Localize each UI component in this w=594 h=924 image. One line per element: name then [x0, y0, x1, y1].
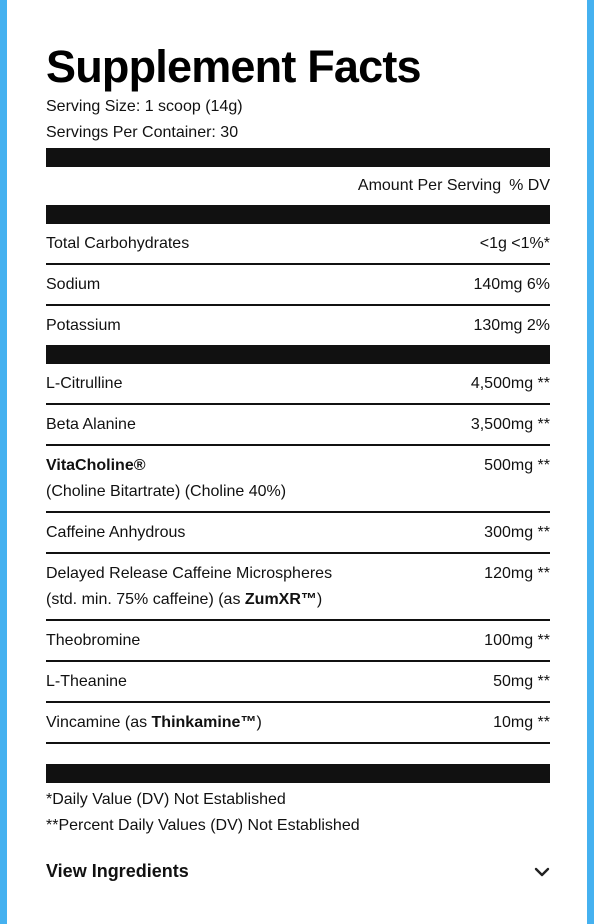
ingredient-name	[46, 453, 286, 505]
ingredient-value: 10mg **	[493, 714, 550, 731]
divider-bar	[46, 205, 550, 224]
ingredient-value: 300mg **	[484, 524, 550, 541]
footnotes	[46, 787, 550, 839]
ingredient-value: 3,500mg **	[470, 416, 550, 433]
dv-label: % DV	[509, 177, 550, 194]
ingredient-row	[46, 621, 550, 662]
ingredient-detail: (Choline Bitartrate) (Choline 40%)	[46, 483, 287, 500]
divider-bar	[46, 148, 550, 167]
ingredient-row	[46, 513, 550, 554]
serving-size: Serving Size: 1 scoop (14g)	[46, 98, 243, 115]
nutrient-row	[46, 224, 550, 265]
ingredient-row	[46, 662, 550, 703]
ingredient-detail-prefix: (std. min. 75% caffeine) (as	[46, 591, 245, 608]
ingredient-row	[46, 446, 550, 513]
nutrient-name: Total Carbohydrates	[46, 235, 190, 252]
ingredient-name-prefix: Vincamine (as	[46, 714, 152, 731]
supplement-facts-panel	[46, 40, 550, 882]
ingredient-detail-suffix: )	[316, 591, 323, 608]
nutrient-name: Sodium	[46, 276, 101, 293]
nutrient-row	[46, 265, 550, 306]
ingredient-name: L-Theanine	[46, 673, 127, 690]
footnote-dv: *Daily Value (DV) Not Established	[46, 791, 286, 808]
nutrient-row	[46, 306, 550, 345]
right-accent-border	[587, 0, 594, 924]
ingredient-value: 500mg **	[484, 457, 550, 474]
ingredient-brand-name: VitaCholine®	[46, 457, 146, 474]
view-ingredients-label[interactable]: View Ingredients	[46, 861, 189, 881]
ingredient-row	[46, 554, 550, 621]
ingredient-row	[46, 364, 550, 405]
left-accent-border	[0, 0, 7, 924]
nutrient-value: 140mg 6%	[473, 276, 550, 293]
ingredient-value: 120mg **	[484, 565, 550, 582]
ingredient-value: 100mg **	[484, 632, 550, 649]
ingredient-name	[46, 710, 262, 736]
nutrient-value: 130mg 2%	[473, 317, 550, 334]
ingredient-value: 4,500mg **	[470, 375, 550, 392]
ingredient-name	[46, 561, 332, 613]
ingredient-name-suffix: )	[256, 714, 262, 731]
page-title: Supplement Facts	[46, 41, 421, 92]
divider-bar	[46, 345, 550, 364]
servings-per-container: Servings Per Container: 30	[46, 124, 239, 141]
ingredient-row	[46, 405, 550, 446]
ingredient-title: Delayed Release Caffeine Microspheres	[46, 565, 333, 582]
ingredient-name: Theobromine	[46, 632, 141, 649]
chevron-down-icon[interactable]	[534, 864, 550, 880]
nutrient-value: <1g <1%*	[479, 235, 550, 252]
spacer	[46, 744, 550, 764]
ingredient-brand-name: ZumXR™	[244, 591, 317, 608]
footnote-percent-dv: **Percent Daily Values (DV) Not Established	[46, 817, 360, 834]
view-ingredients-toggle[interactable]	[46, 861, 550, 882]
divider-bar	[46, 764, 550, 783]
amount-per-serving-label: Amount Per Serving	[357, 177, 502, 194]
column-header	[46, 167, 550, 205]
ingredient-name: L-Citrulline	[46, 375, 123, 392]
ingredient-brand-name: Thinkamine™	[151, 714, 257, 731]
ingredient-name: Beta Alanine	[46, 416, 136, 433]
ingredient-row	[46, 703, 550, 744]
ingredient-name: Caffeine Anhydrous	[46, 524, 186, 541]
ingredient-value: 50mg **	[493, 673, 550, 690]
nutrient-name: Potassium	[46, 317, 121, 334]
